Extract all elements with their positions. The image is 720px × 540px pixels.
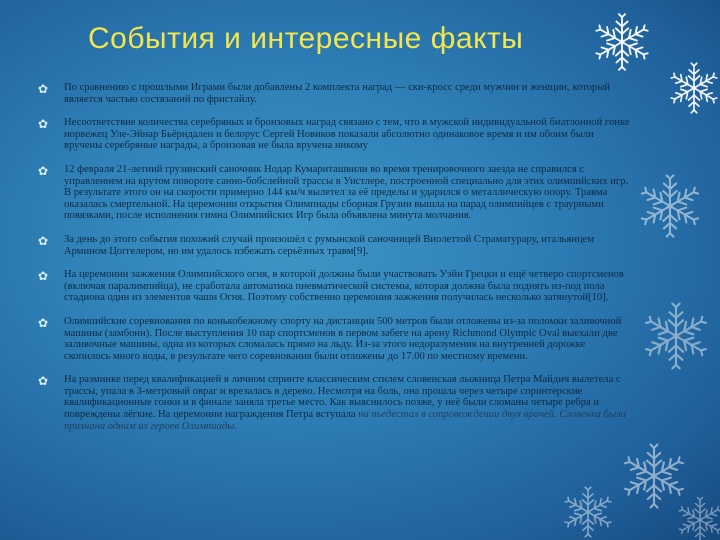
flower-bullet-icon: ✿ bbox=[38, 269, 49, 284]
slide-title: События и интересные факты bbox=[88, 22, 524, 55]
list-item-text: За день до этого события похожий случай произошёл с румынской саночницей Виолеттой Страматурару, итальянцем Армином Цоггелером, но им удалось избежать серьёзных травм[9]. bbox=[64, 233, 595, 257]
snowflake-icon bbox=[640, 175, 700, 236]
list-item-text: Олимпийские соревнования по конькобежному спорту на дистанции 500 метров были отложены из-за поломки заливочной машины (замбони). После выступления 10 пар спортсменов в первом забеге на арену Richmond Olympic Oval выехали две заливочные машины, одна из которых сломалась прямо на льду. Из-за этого недоразумения на внутренней дорожке скопилось много воды, в результате чего соревнования были отложены до 17.00 по местному времени. bbox=[64, 315, 622, 362]
list-item bbox=[38, 82, 632, 105]
list-item-text: На церемонии зажжения Олимпийского огня, в которой должны были участвовать Уэйн Грецки и ещё четверо спортсменов (включая паралимпийца), не сработала автоматика пневматической системы, которая должна была поднять из-под пола стадиона один из элементов чаши Огня. Поэтому собственно церемония зажжения получилась несколько затянутой[10]. bbox=[64, 269, 624, 304]
flower-bullet-icon: ✿ bbox=[38, 374, 49, 389]
list-item-text: 12 февраля 21-летний грузинский саночник Нодар Кумариташвили во время тренировочного заезда не справился с управлением на крутом повороте санно-бобслейной трассы в Уистлере, построенной специально для этих олимпийских игр. В результате этого он на скорости примерно 144 км/ч вылетел за её пределы и ударился о металлическую опору. Травма оказалась смертельной. На церемонии открытия Олимпиады сборная Грузии вышла на парад олимпийцев с траурными повязками, после исполнения гимна Олимпийских Игр была объявлена минута молчания. bbox=[64, 163, 629, 222]
list-item-text-italic: на пьедестал в сопровождении двух врачей. Словенка была признана одним из героев Олимпиады. bbox=[64, 409, 627, 432]
list-item bbox=[38, 316, 632, 362]
list-item-text bbox=[64, 374, 632, 432]
list-item bbox=[38, 117, 632, 152]
snowflake-icon bbox=[644, 304, 707, 369]
list-item-text: По сравнению с прошлыми Играми были добавлены 2 комплекта наград — ски-кросс среди мужчин и женщин, который является частью состязаний по фристайлу. bbox=[64, 82, 610, 105]
flower-bullet-icon: ✿ bbox=[38, 315, 49, 330]
snowflake-icon bbox=[678, 498, 720, 540]
bullet-list bbox=[38, 82, 632, 532]
flower-bullet-icon: ✿ bbox=[38, 233, 49, 248]
list-item bbox=[38, 269, 632, 304]
flower-bullet-icon: ✿ bbox=[38, 82, 49, 96]
snowflake-icon bbox=[623, 445, 685, 508]
snowflake-icon bbox=[670, 63, 718, 113]
list-item bbox=[38, 234, 632, 257]
list-item bbox=[38, 164, 632, 222]
list-item bbox=[38, 374, 632, 432]
list-item-text-regular: На разминке перед квалификацией в личном спринте классическим стилем словенская лыжница Петра Майдич вылетела с трассы, упала в 3-метровый овраг и врезалась в дерево. Несмотря на боль, она прошла через четыре спринтерские квалификационные гонки и в финале заняла третье место. Как выяснилось позже, у неё были сломаны четыре ребра и повреждены лёгкие. На церемонии награждения Петра вступала bbox=[64, 374, 621, 421]
flower-bullet-icon: ✿ bbox=[38, 117, 49, 132]
flower-bullet-icon: ✿ bbox=[38, 163, 49, 178]
list-item-text: Несоответствие количества серебряных и бронзовых наград связано с тем, что в мужской индивидуальной биатлонной гонке норвежец Уле-Эйнар Бьёрндален и белорус Сергей Новиков показали абсолютно одинаковое время и им обоим были вручены серебряные награды, а бронзовая не была вручена никому bbox=[64, 117, 630, 152]
